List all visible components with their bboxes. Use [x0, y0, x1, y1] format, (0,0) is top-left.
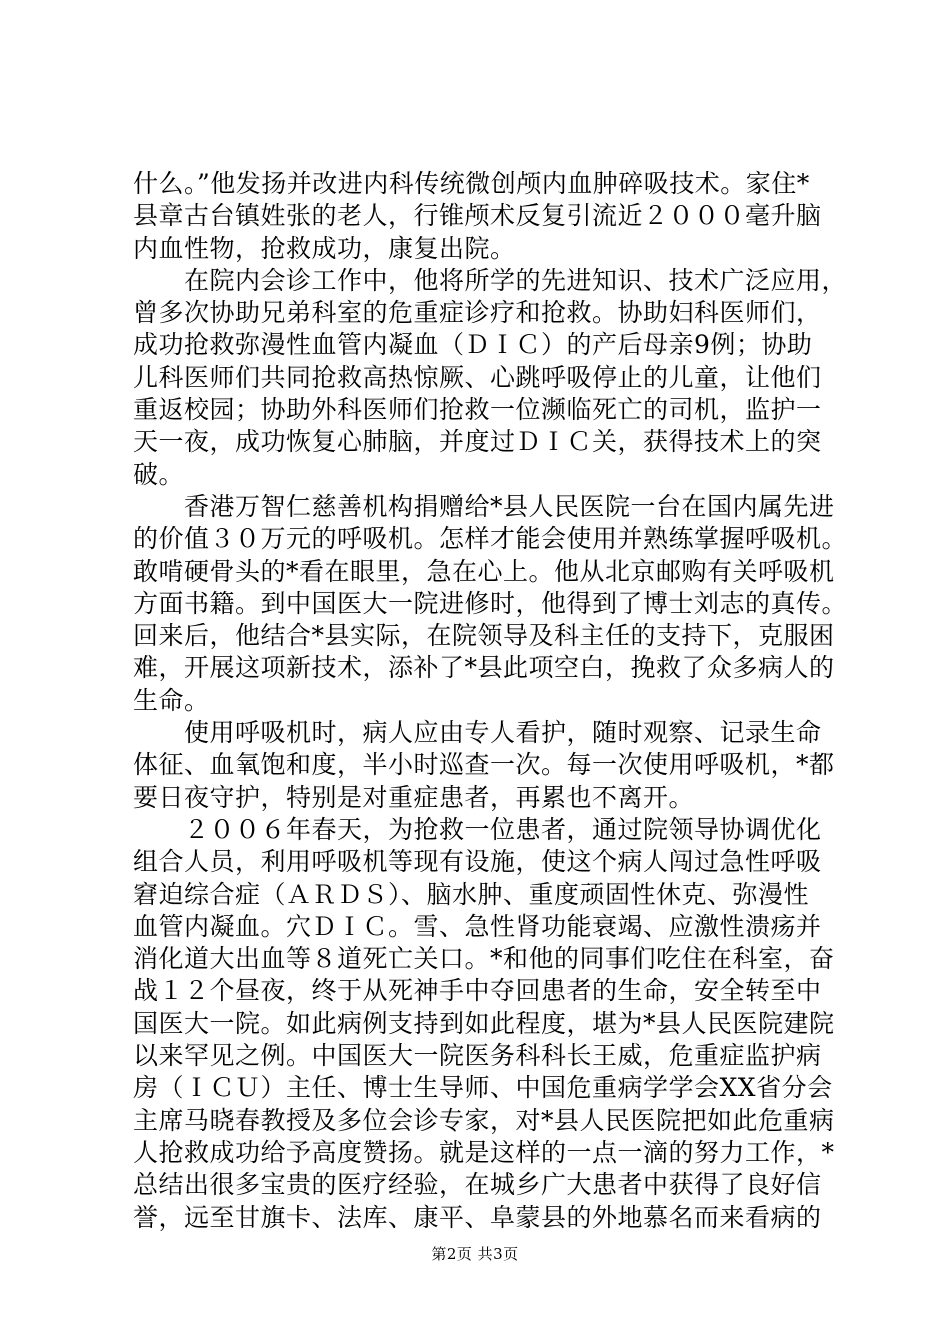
text-line: 县章古台镇姓张的老人，行锥颅术反复引流近２０００毫升脑: [133, 201, 822, 231]
text-line: 的价值３０万元的呼吸机。怎样才能会使用并熟练掌握呼吸机。: [133, 524, 848, 554]
text-line: 人抢救成功给予高度赞扬。就是这样的一点一滴的努力工作，*: [133, 1137, 835, 1167]
text-line: 誉，远至甘旗卡、法库、康平、阜蒙县的外地慕名而来看病的: [133, 1202, 822, 1232]
text-line: ２００６年春天，为抢救一位患者，通过院领导协调优化: [133, 814, 822, 844]
text-line: 主席马晓春教授及多位会诊专家，对*县人民医院把如此危重病: [133, 1105, 835, 1135]
text-line: 在院内会诊工作中，他将所学的先进知识、技术广泛应用，: [133, 265, 848, 295]
text-line: 生命。: [133, 685, 210, 715]
text-line: 成功抢救弥漫性血管内凝血（ＤＩＣ）的产后母亲9例；协助: [133, 330, 813, 360]
text-line: 要日夜守护，特别是对重症患者，再累也不离开。: [133, 782, 695, 812]
text-line: 方面书籍。到中国医大一院进修时，他得到了博士刘志的真传。: [133, 588, 848, 618]
text-line: 什么。”他发扬并改进内科传统微创颅内血肿碎吸技术。家住*: [133, 169, 810, 198]
text-line: 国医大一院。如此病例支持到如此程度，堪为*县人民医院建院: [133, 1008, 835, 1038]
page-number-footer: 第2页 共3页: [431, 1245, 519, 1263]
text-line: 曾多次协助兄弟科室的危重症诊疗和抢救。协助妇科医师们，: [133, 298, 822, 328]
text-line: 窘迫综合症（ＡＲＤＳ）、脑水肿、重度顽固性休克、弥漫性: [133, 879, 810, 909]
text-line: 体征、血氧饱和度，半小时巡查一次。每一次使用呼吸机，*都: [133, 750, 835, 780]
text-line: 消化道大出血等８道死亡关口。*和他的同事们吃住在科室，奋: [133, 944, 835, 974]
document-body: [133, 168, 848, 1234]
text-line: 房（ＩＣＵ）主任、博士生导师、中国危重病学学会XX省分会: [133, 1073, 833, 1103]
text-line: 组合人员，利用呼吸机等现有设施，使这个病人闯过急性呼吸: [133, 847, 822, 877]
text-line: 难，开展这项新技术，添补了*县此项空白，挽救了众多病人的: [133, 653, 835, 683]
text-line: 以来罕见之例。中国医大一院医务科科长王威，危重症监护病: [133, 1041, 822, 1071]
text-line: 儿科医师们共同抢救高热惊厥、心跳呼吸停止的儿童，让他们: [133, 362, 822, 392]
text-line: 血管内凝血。穴ＤＩＣ。雪、急性肾功能衰竭、应激性溃疡并: [133, 911, 822, 941]
text-line: 天一夜，成功恢复心肺脑，并度过ＤＩＣ关，获得技术上的突: [133, 427, 822, 457]
text-line: 香港万智仁慈善机构捐赠给*县人民医院一台在国内属先进: [133, 491, 835, 521]
text-line: 敢啃硬骨头的*看在眼里，急在心上。他从北京邮购有关呼吸机: [133, 556, 835, 586]
text-line: 回来后，他结合*县实际，在院领导及科主任的支持下，克服困: [133, 621, 835, 651]
text-line: 内血性物，抢救成功，康复出院。: [133, 233, 516, 263]
text-line: 战１２个昼夜，终于从死神手中夺回患者的生命，安全转至中: [133, 976, 822, 1006]
text-line: 破。: [133, 459, 185, 489]
text-line: 重返校园；协助外科医师们抢救一位濒临死亡的司机，监护一: [133, 395, 822, 425]
text-line: 总结出很多宝贵的医疗经验，在城乡广大患者中获得了良好信: [133, 1170, 822, 1200]
text-line: 使用呼吸机时，病人应由专人看护，随时观察、记录生命: [133, 718, 822, 748]
